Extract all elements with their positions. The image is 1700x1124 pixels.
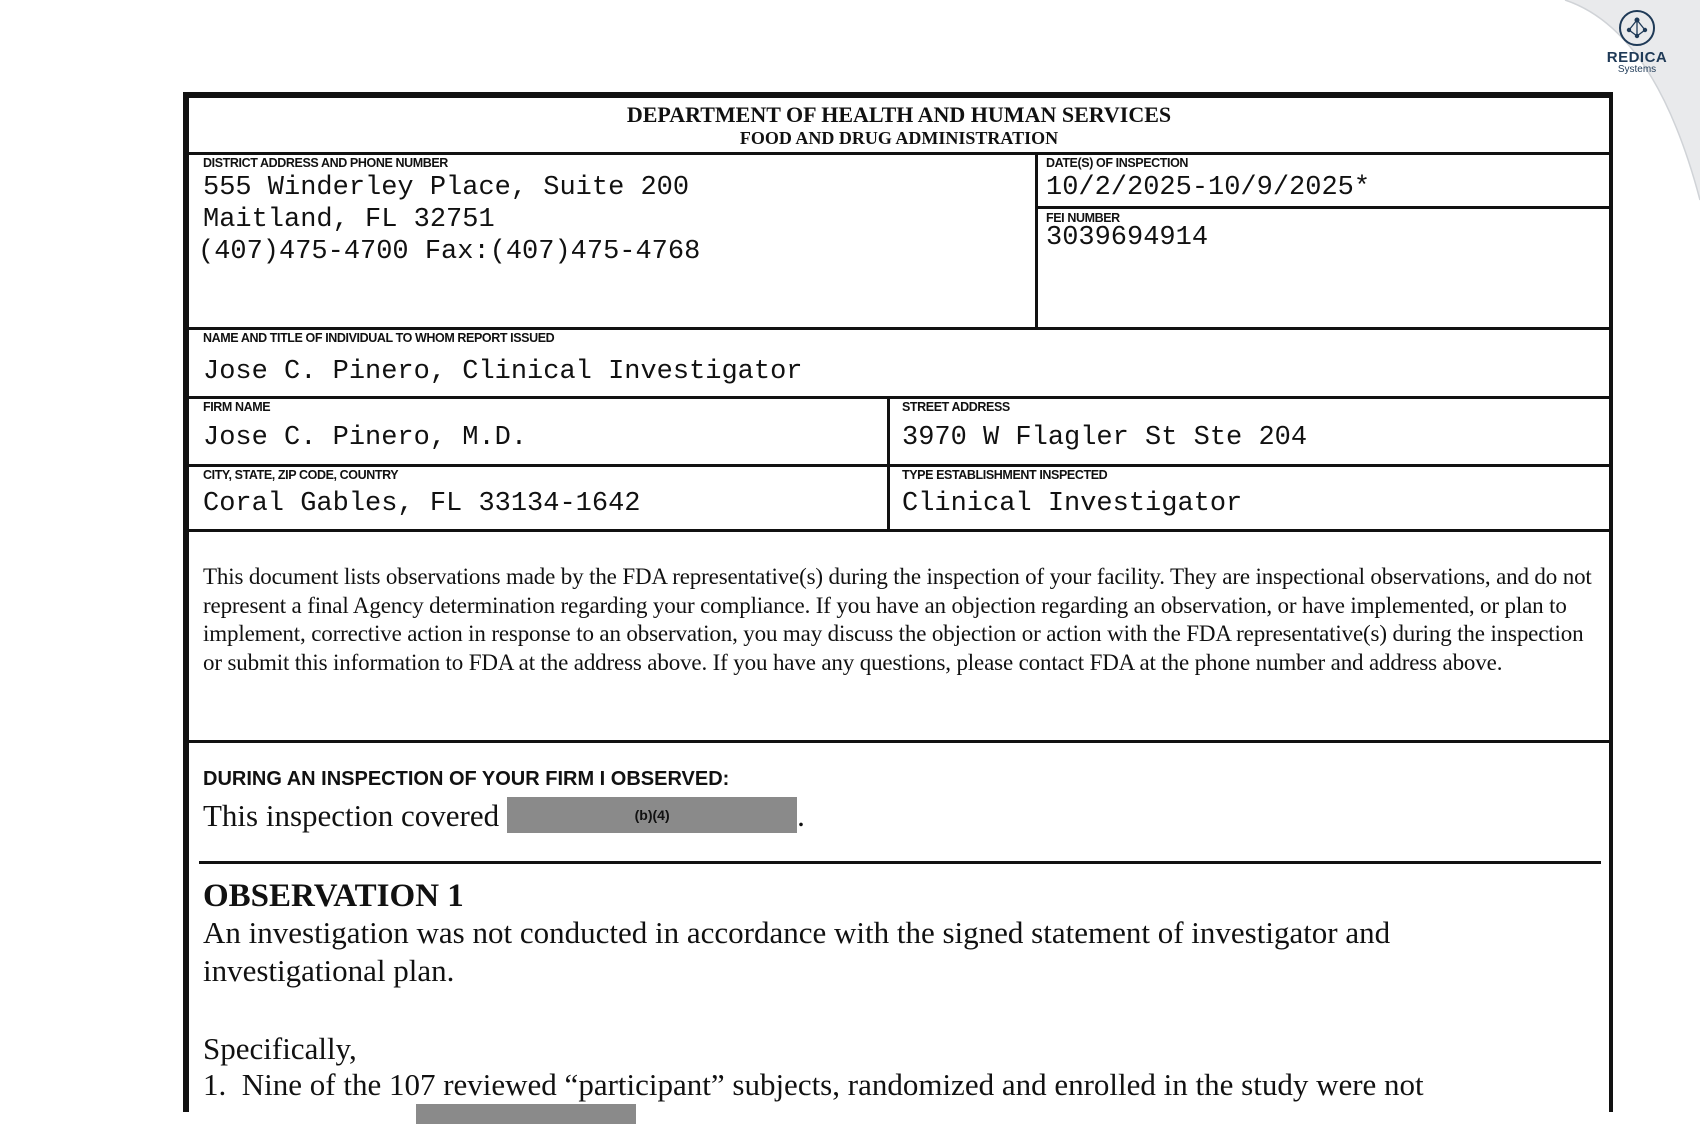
- agency-heading: FOOD AND DRUG ADMINISTRATION: [739, 128, 1059, 148]
- city-value: Coral Gables, FL 33134-1642: [203, 489, 641, 519]
- divider: [189, 464, 1609, 467]
- covered-prefix: This inspection covered: [203, 798, 500, 833]
- divider: [189, 396, 1609, 399]
- logo-brand: REDICA: [1606, 49, 1668, 66]
- notice-paragraph: This document lists observations made by the FDA representative(s) during the inspection of your facility. They are inspectional observations, and do not represent a final Agency determination regarding your compliance. If you have an objection regarding an observation, or have implemented, or plan to implement, corrective action in response to an observation, you may discuss the objection or action with the FDA representative(s) during the inspection or submit this information to FDA at the address above. If you have any questions, please contact FDA at the phone number and address above.: [203, 564, 1592, 675]
- fei-value: 3039694914: [1046, 223, 1209, 253]
- divider: [189, 529, 1609, 532]
- redica-logo: [1596, 8, 1678, 75]
- observation-item-1: 1. Nine of the 107 reviewed “participant” subjects, randomized and enrolled in the study were not: [203, 1067, 1424, 1102]
- dates-value: 10/2/2025-10/9/2025*: [1046, 173, 1371, 203]
- city-label: CITY, STATE, ZIP CODE, COUNTRY: [203, 468, 399, 482]
- fei-label: FEI NUMBER: [1046, 211, 1120, 225]
- network-circle-icon: [1617, 8, 1657, 48]
- redaction-box: [416, 1104, 636, 1124]
- firm-value: Jose C. Pinero, M.D.: [203, 423, 528, 453]
- observed-heading: DURING AN INSPECTION OF YOUR FIRM I OBSERVED:: [203, 768, 730, 790]
- district-address-line2: Maitland, FL 32751: [203, 205, 495, 235]
- establishment-value: Clinical Investigator: [902, 489, 1243, 519]
- individual-value: Jose C. Pinero, Clinical Investigator: [203, 357, 803, 387]
- divider: [189, 740, 1609, 743]
- divider: [1035, 206, 1609, 209]
- dates-label: DATE(S) OF INSPECTION: [1046, 156, 1189, 170]
- fda-483-form: [183, 92, 1613, 1112]
- divider: [189, 327, 1609, 330]
- individual-label: NAME AND TITLE OF INDIVIDUAL TO WHOM REPORT ISSUED: [203, 331, 555, 345]
- divider: [189, 152, 1609, 155]
- redaction-box: [507, 797, 797, 833]
- street-value: 3970 W Flagler St Ste 204: [902, 423, 1308, 453]
- district-phone: (407)475-4700 Fax:(407)475-4768: [198, 237, 701, 267]
- inspection-covered-line: [203, 796, 805, 837]
- establishment-label: TYPE ESTABLISHMENT INSPECTED: [902, 468, 1108, 482]
- street-label: STREET ADDRESS: [902, 400, 1010, 414]
- specifically-text: Specifically,: [203, 1031, 357, 1066]
- observation-text: An investigation was not conducted in accordance with the signed statement of investigator and investigational plan.: [203, 915, 1391, 988]
- firm-label: FIRM NAME: [203, 400, 271, 414]
- observation-title: OBSERVATION 1: [203, 878, 464, 914]
- covered-suffix: .: [797, 798, 805, 833]
- redaction-label: (b)(4): [634, 806, 670, 823]
- district-label: DISTRICT ADDRESS AND PHONE NUMBER: [203, 156, 448, 170]
- district-address-line1: 555 Winderley Place, Suite 200: [203, 173, 690, 203]
- divider: [199, 861, 1601, 864]
- department-heading: DEPARTMENT OF HEALTH AND HUMAN SERVICES: [626, 102, 1172, 127]
- logo-subtitle: Systems: [1617, 64, 1657, 75]
- divider: [1035, 152, 1038, 329]
